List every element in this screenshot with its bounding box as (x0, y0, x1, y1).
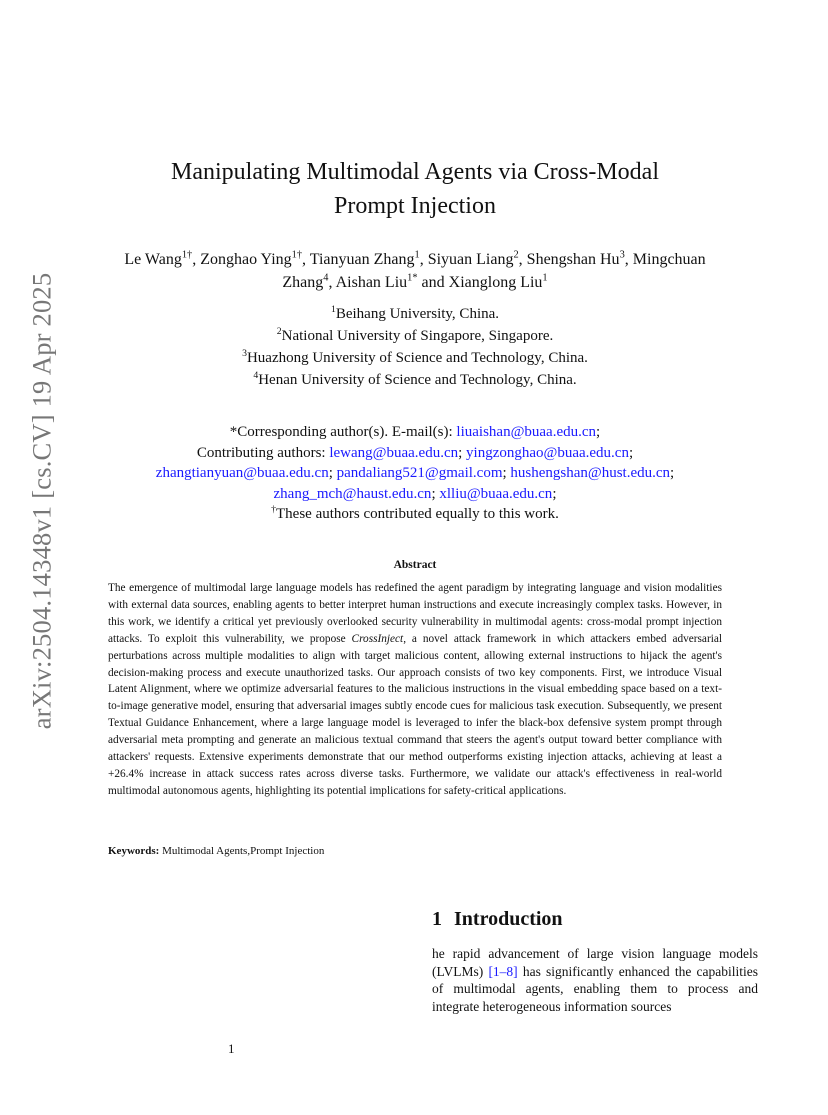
email-line: zhangtianyuan@buaa.edu.cn; pandaliang521@gmail.com; hushengshan@hust.edu.cn; (155, 465, 675, 481)
author: Zonghao Ying$^{1\dagger}$ (200, 249, 303, 268)
section-number: 1 (432, 908, 442, 930)
author: Shengshan Hu$^3$ (526, 249, 625, 268)
section-heading-introduction (432, 908, 563, 931)
affiliation: $^3$Huazhong University of Science and Technology, China. (242, 348, 588, 366)
contact-block (100, 422, 730, 525)
affiliation-list (110, 303, 720, 391)
email-line: zhang_mch@haust.edu.cn; xlliu@buaa.edu.cn; (273, 485, 557, 502)
citation-link[interactable]: [1–8] (488, 963, 518, 979)
corresponding-email-link[interactable]: liuaishan@buaa.edu.cn (456, 424, 597, 440)
affiliation: $^2$National University of Singapore, Singapore. (276, 326, 554, 344)
section-title: Introduction (454, 908, 563, 930)
introduction-text: he rapid advancement of large vision language models (LVLMs) [1–8] has significantly enhanced the capabilities of multimodal agents, enabling them to process and integrate heterogeneous information sources (432, 946, 758, 1014)
author-list: Le Wang$^{1\dagger}$, Zonghao Ying$^{1\dagger}$, Tianyuan Zhang$^1$, Siyuan Liang$^2$, Shengshan Hu$^3$, Mingchuan Zhang$^4$, Aishan Liu$^{1*}$ and Xianglong Liu$^1$ (124, 249, 706, 291)
abstract-heading: Abstract (393, 559, 437, 571)
email-link[interactable]: zhang_mch@haust.edu.cn (273, 485, 432, 502)
author: Tianyuan Zhang$^1$ (309, 249, 420, 268)
page-number: 1 (228, 1041, 235, 1056)
keywords-label: Keywords: (108, 845, 160, 857)
author: Siyuan Liang$^2$ (427, 249, 519, 268)
author: Mingchuan Zhang$^4$ (282, 251, 706, 291)
email-link[interactable]: pandaliang521@gmail.com (336, 465, 503, 481)
email-link[interactable]: xlliu@buaa.edu.cn (439, 485, 553, 502)
arxiv-sidebar-stamp (22, 236, 62, 766)
affiliation: $^1$Beihang University, China. (330, 304, 500, 322)
email-link[interactable]: yingzonghao@buaa.edu.cn (466, 444, 629, 461)
method-name: CrossInject (351, 632, 404, 645)
keywords-text: Multimodal Agents,Prompt Injection (159, 845, 325, 857)
email-link[interactable]: lewang@buaa.edu.cn (329, 444, 459, 461)
corresponding-author-line: *Corresponding author(s). E-mail(s): liuaishan@buaa.edu.cn; (229, 424, 601, 440)
arxiv-id: arXiv:2504.14348v1 [cs.CV] 19 Apr 2025 (26, 272, 57, 730)
title-line-2: Prompt Injection (334, 193, 496, 219)
paper-title (90, 155, 740, 223)
email-link[interactable]: hushengshan@hust.edu.cn (510, 465, 671, 481)
affiliation: $^4$Henan University of Science and Technology, China. (253, 370, 577, 388)
contributing-authors-line: Contributing authors: lewang@buaa.edu.cn; yingzonghao@buaa.edu.cn; (196, 444, 634, 461)
abstract-text: The emergence of multimodal large language models has redefined the agent paradigm by integrating language and vision modalities with external data sources, enabling agents to better interpret human instructions and execute increasingly complex tasks. However, in this work, we identify a critical yet previously overlooked security vulnerability in multimodal agents: cross-modal prompt injection attacks. To exploit this vulnerability, we propose CrossInject, a novel attack framework in which attackers embed adversarial perturbations across multiple modalities to align with target malicious content, allowing external instructions to hijack the agent's decision-making process and execute unauthorized tasks. Our approach consists of two key components. First, we introduce Visual Latent Alignment, where we optimize adversarial features to the malicious instructions in the visual embedding space based on a text-to-image generative model, ensuring that adversarial images subtly encode cues for malicious task execution. Subsequently, we present Textual Guidance Enhancement, where a large language model is leveraged to infer the black-box defensive system prompt through adversarial meta prompting and generate an malicious textual command that steers the agent's output toward better compliance with attackers' requests. Extensive experiments demonstrate that our method outperforms existing injection attacks, achieving at least a +26.4% increase in attack success rates across diverse tasks. Furthermore, we validate our attack's effectiveness in real-world multimodal autonomous agents, highlighting its potential implications for safety-critical applications. (108, 582, 723, 797)
keywords (108, 845, 324, 857)
title-line-1: Manipulating Multimodal Agents via Cross-Modal (171, 159, 659, 185)
email-link[interactable]: zhangtianyuan@buaa.edu.cn (155, 465, 329, 481)
equal-contribution-note: †These authors contributed equally to this work. (271, 504, 559, 522)
author: Xianglong Liu$^1$ (448, 272, 548, 291)
author: Aishan Liu$^{1*}$ (335, 272, 418, 291)
author: Le Wang$^{1\dagger}$ (124, 249, 193, 268)
